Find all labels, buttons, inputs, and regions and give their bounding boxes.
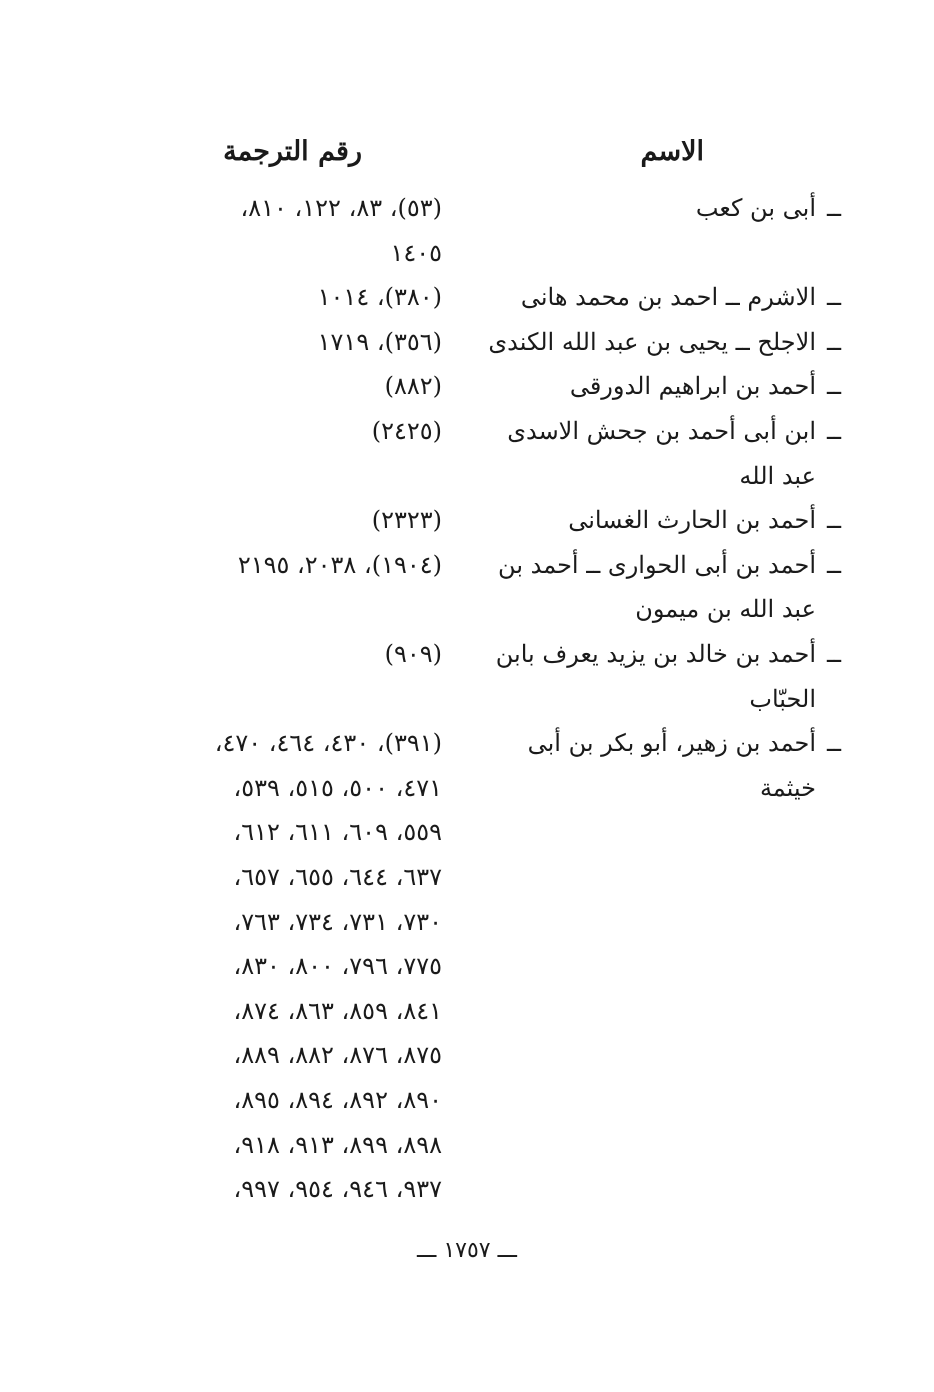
entry-name: أحمد بن ابراهيم الدورقى — [569, 372, 816, 400]
entry-name: الاجلح ــ يحيى بن عبد الله الكندى — [488, 328, 816, 356]
entry-dash: ــ — [826, 283, 842, 311]
entry-translation-numbers: ٨٤١، ٨٥٩، ٨٦٣، ٨٧٤، — [233, 997, 442, 1025]
entry-translation-numbers: (٣٨٠)، ١٠١٤ — [317, 283, 442, 311]
entry-translation-numbers: ٧٧٥، ٧٩٦، ٨٠٠، ٨٣٠، — [233, 952, 442, 980]
page-number: ـــ ١٧٥٧ ـــ — [417, 1238, 517, 1263]
entry-dash: ــ — [826, 328, 842, 356]
entry-name: أحمد بن خالد بن يزيد يعرف بابن — [495, 640, 816, 668]
entry-name: الاشرم ــ احمد بن محمد هانى — [520, 283, 816, 311]
entry-dash: ــ — [826, 729, 842, 757]
entry-name: الحبّاب — [749, 685, 816, 713]
entry-name: أحمد بن الحارث الغسانى — [568, 506, 816, 534]
entry-translation-numbers: ٨٧٥، ٨٧٦، ٨٨٢، ٨٨٩، — [233, 1041, 442, 1069]
entry-translation-numbers: (٩٠٩) — [384, 640, 442, 668]
entry-translation-numbers: ٨٩٨، ٨٩٩، ٩١٣، ٩١٨، — [233, 1131, 442, 1159]
entry-dash: ــ — [826, 417, 842, 445]
entry-translation-numbers: (٢٣٢٣) — [371, 506, 442, 534]
entry-name: أحمد بن أبى الحوارى ــ أحمد بن — [498, 551, 816, 579]
entry-translation-numbers: (٥٣)، ٨٣، ١٢٢، ٨١٠، — [240, 194, 442, 222]
entry-translation-numbers: ٦٣٧، ٦٤٤، ٦٥٥، ٦٥٧، — [233, 863, 442, 891]
name-column-header: الاسم — [640, 136, 704, 167]
entry-translation-numbers: (٨٨٢) — [384, 372, 442, 400]
entry-translation-numbers: ٤٧١، ٥٠٠، ٥١٥، ٥٣٩، — [233, 774, 442, 802]
entry-dash: ــ — [826, 640, 842, 668]
entry-translation-numbers: ٩٣٧، ٩٤٦، ٩٥٤، ٩٩٧، — [233, 1175, 442, 1203]
entry-translation-numbers: (١٩٠٤)، ٢٠٣٨، ٢١٩٥ — [237, 551, 442, 579]
entry-translation-numbers: ٨٩٠، ٨٩٢، ٨٩٤، ٨٩٥، — [233, 1086, 442, 1114]
entry-translation-numbers: ٧٣٠، ٧٣١، ٧٣٤، ٧٦٣، — [233, 908, 442, 936]
entry-dash: ــ — [826, 194, 842, 222]
entry-translation-numbers: (٢٤٢٥) — [371, 417, 442, 445]
entry-translation-numbers: ١٤٠٥ — [390, 239, 442, 267]
entry-dash: ــ — [826, 506, 842, 534]
entry-translation-numbers: (٣٩١)، ٤٣٠، ٤٦٤، ٤٧٠، — [214, 729, 442, 757]
entry-name: عبد الله — [739, 462, 816, 490]
entry-name: ابن أبى أحمد بن جحش الاسدى — [507, 417, 816, 445]
entry-dash: ــ — [826, 372, 842, 400]
entry-translation-numbers: (٣٥٦)، ١٧١٩ — [317, 328, 442, 356]
entry-name: عبد الله بن ميمون — [635, 595, 816, 623]
entry-dash: ــ — [826, 551, 842, 579]
entry-translation-numbers: ٥٥٩، ٦٠٩، ٦١١، ٦١٢، — [233, 818, 442, 846]
number-column-header: رقم الترجمة — [223, 136, 362, 167]
entry-name: أحمد بن زهير، أبو بكر بن أبى — [527, 729, 816, 757]
entry-name: أبى بن كعب — [695, 194, 816, 222]
entry-name: خيثمة — [759, 774, 816, 802]
